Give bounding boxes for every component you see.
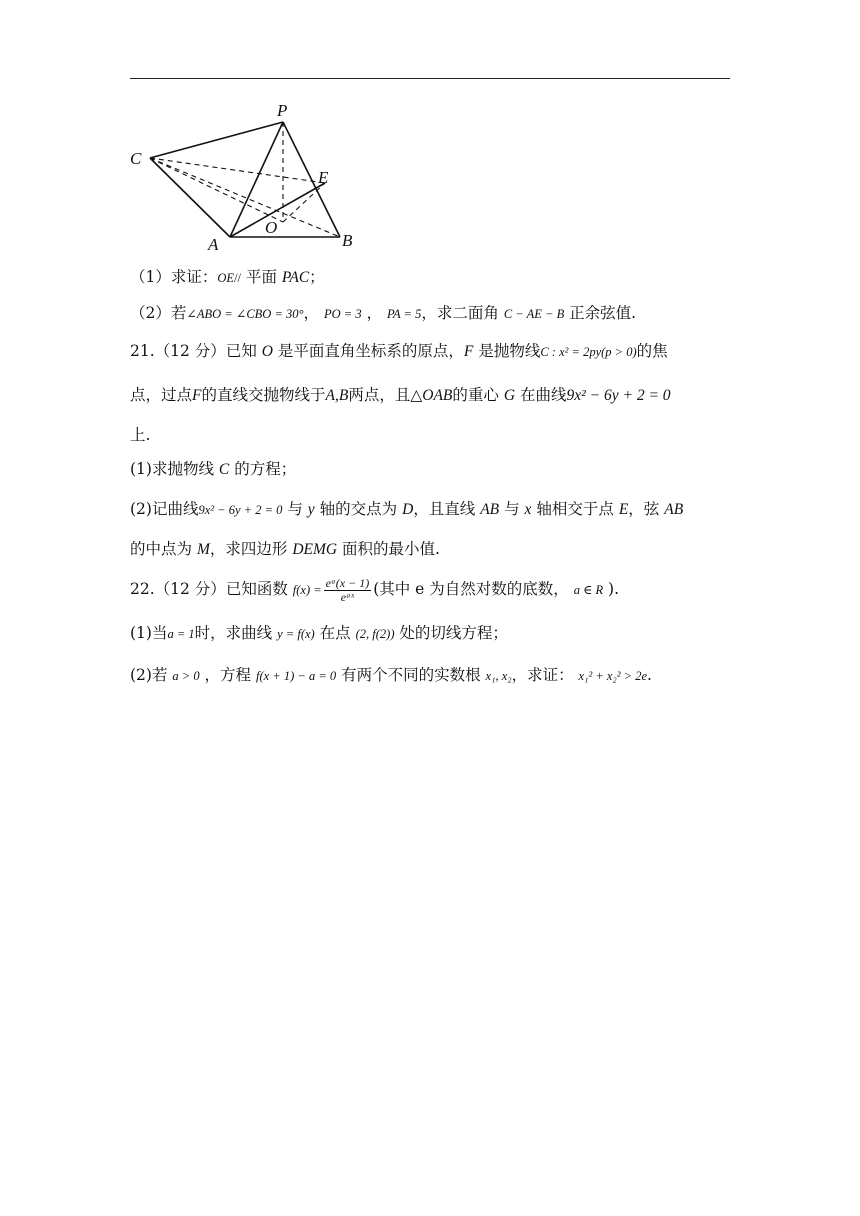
q20-part1: （1）求证：OE// 平面 PAC； [130,268,325,286]
q22-fraction: $\frac{\text{eᵃ(x − 1)}}{\text{eᵃˣ}}$ [325,575,370,604]
edge-cp [150,122,283,158]
edge-pb [283,122,340,237]
header-rule [130,78,730,79]
label-p: P [277,101,288,120]
q21-sub2-line1: (2)记曲线9x² − 6y + 2 = 0 与 y 轴的交点为 D，且直线 AB 与 x 轴相交于点 E，弦 AB [130,500,684,518]
edge-ca [150,158,230,237]
label-o: O [265,218,278,237]
label-e: E [318,168,329,187]
q21-stem-line3: 上. [130,426,151,444]
q21-stem-line1: 21.（12 分）已知 O 是平面直角坐标系的原点，F 是抛物线C : x² = 2py(p > 0)的焦 [130,342,668,360]
q21-sub2-line2: 的中点为 M，求四边形 DEMG 面积的最小值. [130,540,440,558]
q21-sub1: (1)求抛物线 C 的方程； [130,460,297,478]
label-c: C [130,149,142,168]
label-b: B [342,231,353,250]
q22-sub2: (2)若 a > 0 ，方程 f(x + 1) − a = 0 有两个不同的实数根 x₁, x₂，求证： x₁² + x₂² > 2e. [130,666,652,684]
label-a: A [208,235,219,254]
edge-cb [150,158,340,237]
edge-ae [230,183,325,237]
q20-part2: （2）若∠ABO = ∠CBO = 30°， PO = 3 ， PA = 5，求二面角 C − AE − B 正余弦值. [130,304,637,322]
pyramid-figure [120,100,370,260]
q22-sub1: (1)当a = 1时，求曲线 y = f(x) 在点 (2, f(2)) 处的切线方程； [130,624,508,642]
q22-stem: 22.（12 分）已知函数 f(x) = $\frac{\text{eᵃ(x − 1)}}{\text{eᵃˣ}}$ (其中 e 为自然对数的底数， a ∈ R ). [130,575,620,604]
solid-edges [150,122,340,237]
q21-stem-line2: 点，过点F的直线交抛物线于A,B两点，且△OAB的重心 G 在曲线9x² − 6y + 2 = 0 [130,386,671,404]
